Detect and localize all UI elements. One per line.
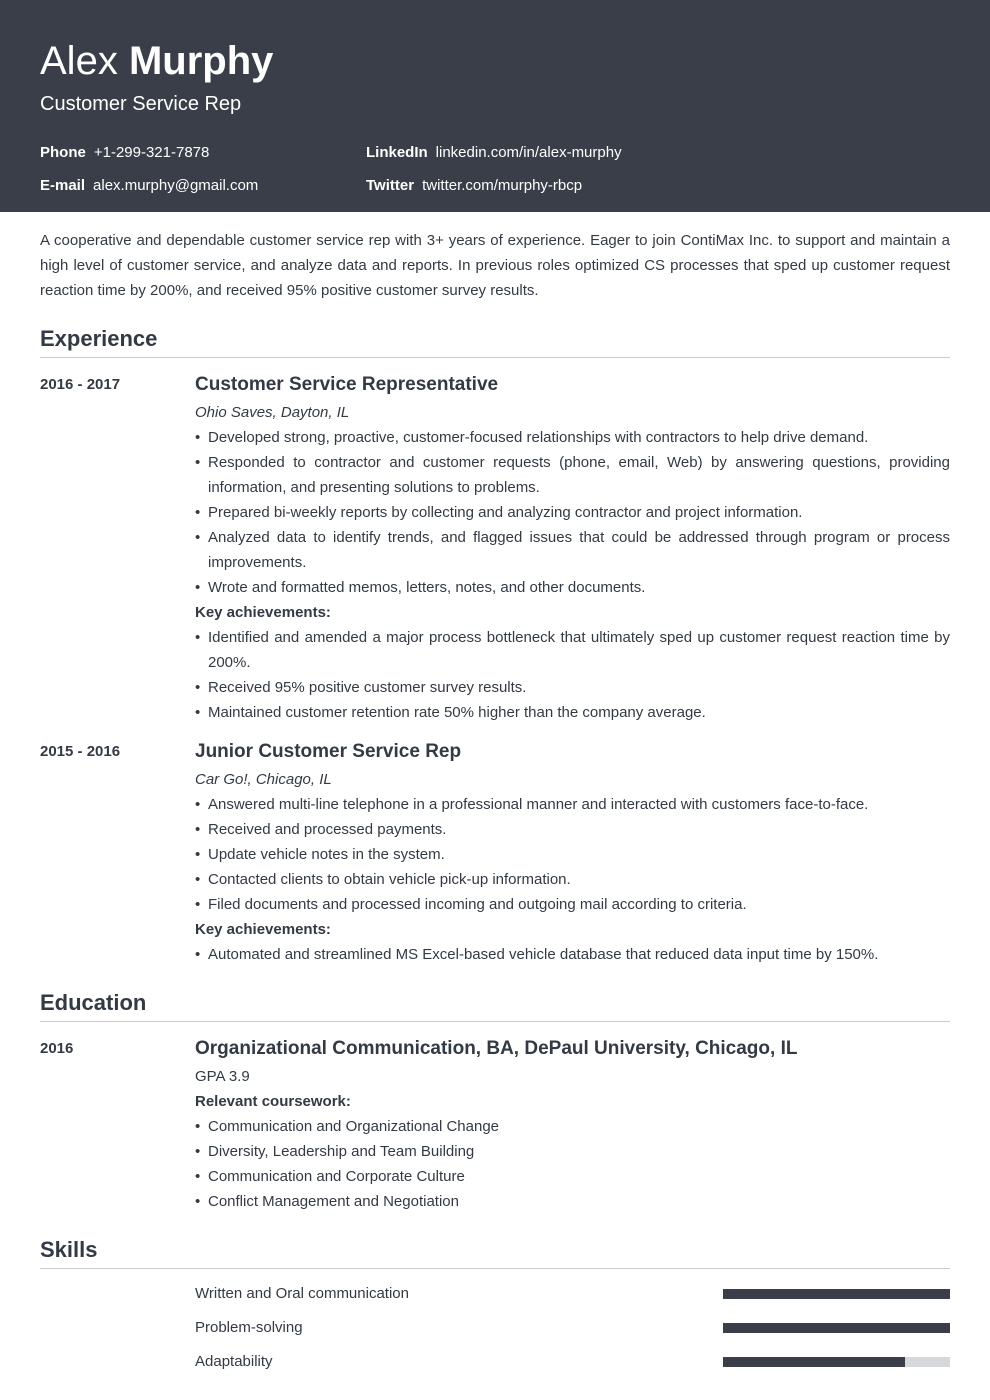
list-item: • Filed documents and processed incoming and outgoing mail according to criteria. [195,892,950,917]
job-achievements [195,625,950,725]
skill-row [40,1311,950,1345]
achievements-label: Key achievements: [195,921,331,938]
coursework-list [195,1114,950,1214]
job-entry [40,372,950,725]
job-dates: 2015 - 2016 [40,743,121,760]
last-name: Murphy [128,39,274,83]
skill-level-fill [723,1289,950,1299]
coursework-label: Relevant coursework: [195,1093,351,1110]
skills-heading: Skills [40,1236,950,1269]
skill-row [40,1345,950,1379]
contact-value[interactable]: alex.murphy@gmail.com [93,177,259,194]
contact-email [40,176,366,195]
list-item: • Automated and streamlined MS Excel-based vehicle database that reduced data input time by 150%. [195,942,950,967]
list-item: • Received 95% positive customer survey results. [195,675,950,700]
skill-row [40,1277,950,1311]
summary-paragraph: A cooperative and dependable customer service rep with 3+ years of experience. Eager to join ContiMax Inc. to support and maintain a high level of customer service, and analyze data and reports. In previous roles optimized CS processes that sped up customer request reaction time by 200%, and received 95% positive customer survey results. [40,232,950,299]
contact-value: +1-299-321-7878 [93,144,210,161]
contact-twitter [366,176,766,195]
list-item: • Diversity, Leadership and Team Building [195,1139,950,1164]
contact-label: Twitter [366,177,415,194]
list-item: • Analyzed data to identify trends, and flagged issues that could be addressed through program or process improvements. [195,525,950,575]
resume-content [0,228,990,1379]
contact-list [40,143,950,195]
list-item: • Identified and amended a major process bottleneck that ultimately sped up customer request reaction time by 200%. [195,625,950,675]
skill-level-fill [723,1323,950,1333]
job-duties [195,425,950,600]
experience-heading: Experience [40,325,950,358]
list-item: • Contacted clients to obtain vehicle pick-up information. [195,867,950,892]
list-item: • Wrote and formatted memos, letters, notes, and other documents. [195,575,950,600]
job-title: Customer Service Representative [195,374,499,395]
skill-name: Written and Oral communication [195,1285,409,1302]
skill-level-bar [723,1357,950,1367]
education-heading: Education [40,989,950,1022]
contact-phone [40,143,366,162]
skill-level-bar [723,1323,950,1333]
job-company: Car Go!, Chicago, IL [195,771,332,788]
degree-title: Organizational Communication, BA, DePaul University, Chicago, IL [195,1038,798,1059]
list-item: • Communication and Organizational Change [195,1114,950,1139]
contact-label: E-mail [40,177,86,194]
skill-level-bar [723,1289,950,1299]
education-details [195,1036,950,1214]
job-title: Junior Customer Service Rep [195,741,462,762]
gpa: GPA 3.9 [195,1068,250,1085]
job-details [195,739,950,967]
education-entry [40,1036,950,1214]
contact-linkedin [366,143,766,162]
skill-level-fill [723,1357,905,1367]
job-entry [40,739,950,967]
first-name: Alex [40,39,118,83]
list-item: • Developed strong, proactive, customer-focused relationships with contractors to help drive demand. [195,425,950,450]
job-duties [195,792,950,917]
skill-name: Adaptability [195,1353,273,1370]
candidate-role: Customer Service Rep [40,93,242,115]
job-achievements [195,942,950,967]
list-item: • Responded to contractor and customer requests (phone, email, Web) by answering questions, providing information, and presenting solutions to problems. [195,450,950,500]
job-dates: 2016 - 2017 [40,376,121,393]
job-company: Ohio Saves, Dayton, IL [195,404,350,421]
list-item: • Received and processed payments. [195,817,950,842]
contact-label: Phone [40,144,86,161]
contact-value[interactable]: twitter.com/murphy-rbcp [422,177,583,194]
list-item: • Prepared bi-weekly reports by collecting and analyzing contractor and project information. [195,500,950,525]
skill-name: Problem-solving [195,1319,303,1336]
list-item: • Answered multi-line telephone in a professional manner and interacted with customers face-to-face. [195,792,950,817]
skills-list [40,1277,950,1379]
job-details [195,372,950,725]
candidate-name [40,38,950,84]
achievements-label: Key achievements: [195,604,331,621]
list-item: • Communication and Corporate Culture [195,1164,950,1189]
contact-label: LinkedIn [366,144,428,161]
education-dates: 2016 [40,1040,74,1057]
list-item: • Update vehicle notes in the system. [195,842,950,867]
contact-value[interactable]: linkedin.com/in/alex-murphy [435,144,622,161]
list-item: • Maintained customer retention rate 50% higher than the company average. [195,700,950,725]
resume-header [0,0,990,212]
list-item: • Conflict Management and Negotiation [195,1189,950,1214]
